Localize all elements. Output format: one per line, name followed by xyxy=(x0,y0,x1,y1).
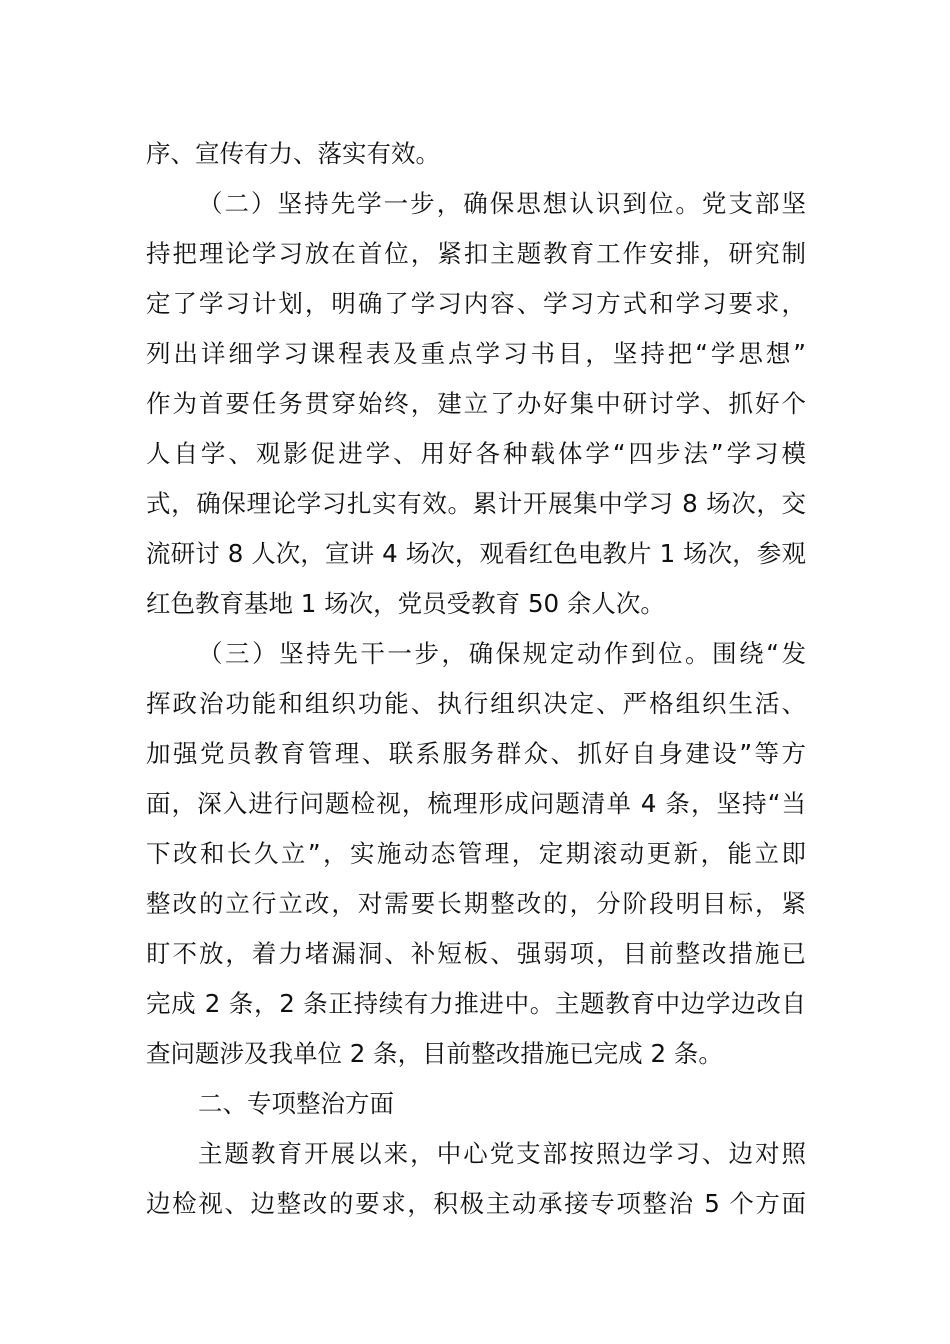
text-line: 序、宣传有力、落实有效。 xyxy=(146,139,440,168)
text-line: 作为首要任务贯穿始终，建立了办好集中研讨学、抓好个 xyxy=(146,389,806,418)
text-line: 式，确保理论学习扎实有效。累计开展集中学习 8 场次，交 xyxy=(146,489,806,518)
text-line: 红色教育基地 1 场次，党员受教育 50 余人次。 xyxy=(146,589,665,618)
text-line: 持把理论学习放在首位，紧扣主题教育工作安排，研究制 xyxy=(146,239,806,268)
text-line: 列出详细学习课程表及重点学习书目，坚持把“学思想” xyxy=(146,339,806,368)
text-line: 整改的立行立改，对需要长期整改的，分阶段明目标，紧 xyxy=(146,889,806,918)
section-heading: 二、专项整治方面 xyxy=(198,1089,394,1118)
paragraph-heading-line: （二）坚持先学一步，确保思想认识到位。党支部坚 xyxy=(198,189,806,218)
paragraph-first-line: 主题教育开展以来，中心党支部按照边学习、边对照 xyxy=(198,1139,806,1168)
text-line: 盯不放，着力堵漏洞、补短板、强弱项，目前整改措施已 xyxy=(146,939,806,968)
text-line: 查问题涉及我单位 2 条，目前整改措施已完成 2 条。 xyxy=(146,1039,723,1068)
text-line: 完成 2 条，2 条正持续有力推进中。主题教育中边学边改自 xyxy=(146,989,806,1018)
text-line: 流研讨 8 人次，宣讲 4 场次，观看红色电教片 1 场次，参观 xyxy=(146,539,806,568)
text-line: 下改和长久立”，实施动态管理，定期滚动更新，能立即 xyxy=(146,839,806,868)
text-line: 定了学习计划，明确了学习内容、学习方式和学习要求， xyxy=(146,289,806,318)
text-line: 边检视、边整改的要求，积极主动承接专项整治 5 个方面 xyxy=(146,1189,806,1218)
text-line: 加强党员教育管理、联系服务群众、抓好自身建设”等方 xyxy=(146,739,806,768)
text-line: 人自学、观影促进学、用好各种载体学“四步法”学习模 xyxy=(146,439,806,468)
text-line: 面，深入进行问题检视，梳理形成问题清单 4 条，坚持“当 xyxy=(146,789,806,818)
text-line: 挥政治功能和组织功能、执行组织决定、严格组织生活、 xyxy=(146,689,806,718)
paragraph-heading-line: （三）坚持先干一步，确保规定动作到位。围绕“发 xyxy=(198,639,806,668)
